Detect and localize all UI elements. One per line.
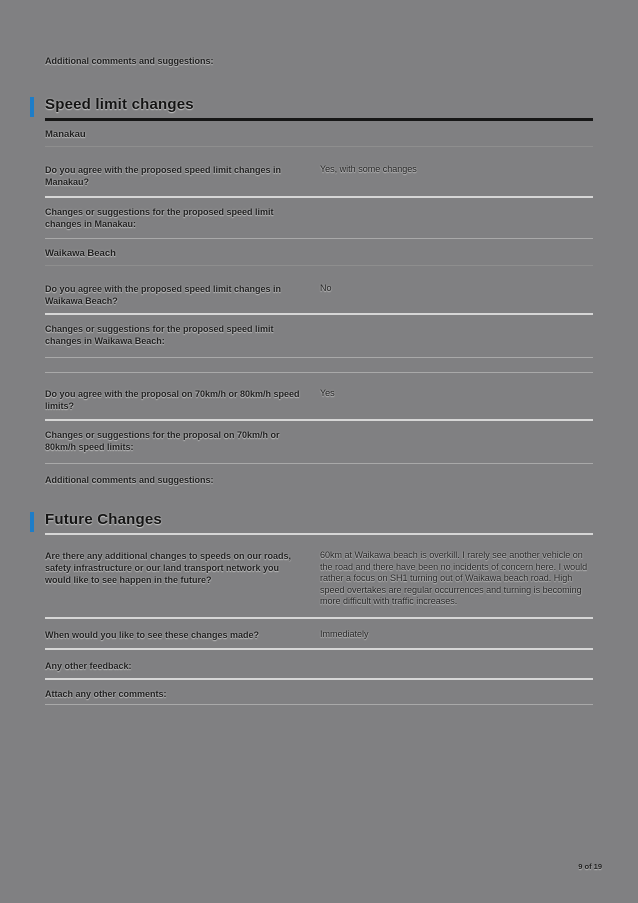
when-answer-value: Immediately xyxy=(320,629,369,639)
waikawa-changes-row xyxy=(45,315,593,358)
waikawa-subsection-header: Waikawa Beach xyxy=(45,248,593,266)
top-additional-comments-label: Additional comments and suggestions: xyxy=(45,56,214,66)
manakau-question-row xyxy=(45,158,593,198)
page-number: 9 of 19 xyxy=(578,862,602,871)
waikawa-answer-value: No xyxy=(320,283,332,293)
manakau-changes-label: Changes or suggestions for the proposed speed limit changes in Manakau: xyxy=(45,207,274,229)
future-section-heading-block xyxy=(45,510,593,535)
limits-answer-value: Yes xyxy=(320,388,335,398)
other-feedback-row xyxy=(45,656,593,680)
limits-changes-row xyxy=(45,421,593,464)
speed-section-heading-block xyxy=(45,95,593,121)
manakau-changes-value xyxy=(320,198,593,238)
waikawa-changes-value xyxy=(320,315,593,357)
limits-changes-label: Changes or suggestions for the proposal on 70km/h or 80km/h speed limits: xyxy=(45,430,280,452)
manakau-answer-value: Yes, with some changes xyxy=(320,164,417,174)
heading-accent-bar xyxy=(30,512,34,532)
when-question-label: When would you like to see these changes made? xyxy=(45,630,260,640)
limits-changes-value xyxy=(320,421,593,463)
future-additional-row xyxy=(45,545,593,619)
future-section-title: Future Changes xyxy=(45,510,593,535)
attach-comments-label: Attach any other comments: xyxy=(45,689,167,699)
manakau-subsection-header: Manakau xyxy=(45,129,593,147)
speed-section-title: Speed limit changes xyxy=(45,95,593,121)
future-additional-question-label: Are there any additional changes to speeds on our roads, safety infrastructure or our land transport network you would like to see happen in the future? xyxy=(45,551,292,585)
attach-comments-row xyxy=(45,684,593,705)
manakau-changes-row xyxy=(45,198,593,239)
waikawa-question-label: Do you agree with the proposed speed limit changes in Waikawa Beach? xyxy=(45,284,282,306)
waikawa-question-row xyxy=(45,278,593,315)
future-additional-answer-value: 60km at Waikawa beach is overkill. I rarely see another vehicle on the road and there have been no incidents of concern here. I would rather a focus on SH1 turning out of Waikawa beach road. High speed overtakes are regular occurrences and turning is becoming more difficult with traffic increases. xyxy=(320,550,588,606)
other-feedback-label: Any other feedback: xyxy=(45,661,132,671)
heading-accent-bar xyxy=(30,97,34,117)
limits-question-row xyxy=(45,384,593,421)
when-question-row xyxy=(45,625,593,650)
waikawa-changes-label: Changes or suggestions for the proposed speed limit changes in Waikawa Beach: xyxy=(45,324,274,346)
mid-additional-comments-label: Additional comments and suggestions: xyxy=(45,475,214,485)
blank-answer-row xyxy=(45,357,593,373)
limits-question-label: Do you agree with the proposal on 70km/h or 80km/h speed limits? xyxy=(45,389,300,411)
manakau-question-label: Do you agree with the proposed speed limit changes in Manakau? xyxy=(45,165,282,187)
